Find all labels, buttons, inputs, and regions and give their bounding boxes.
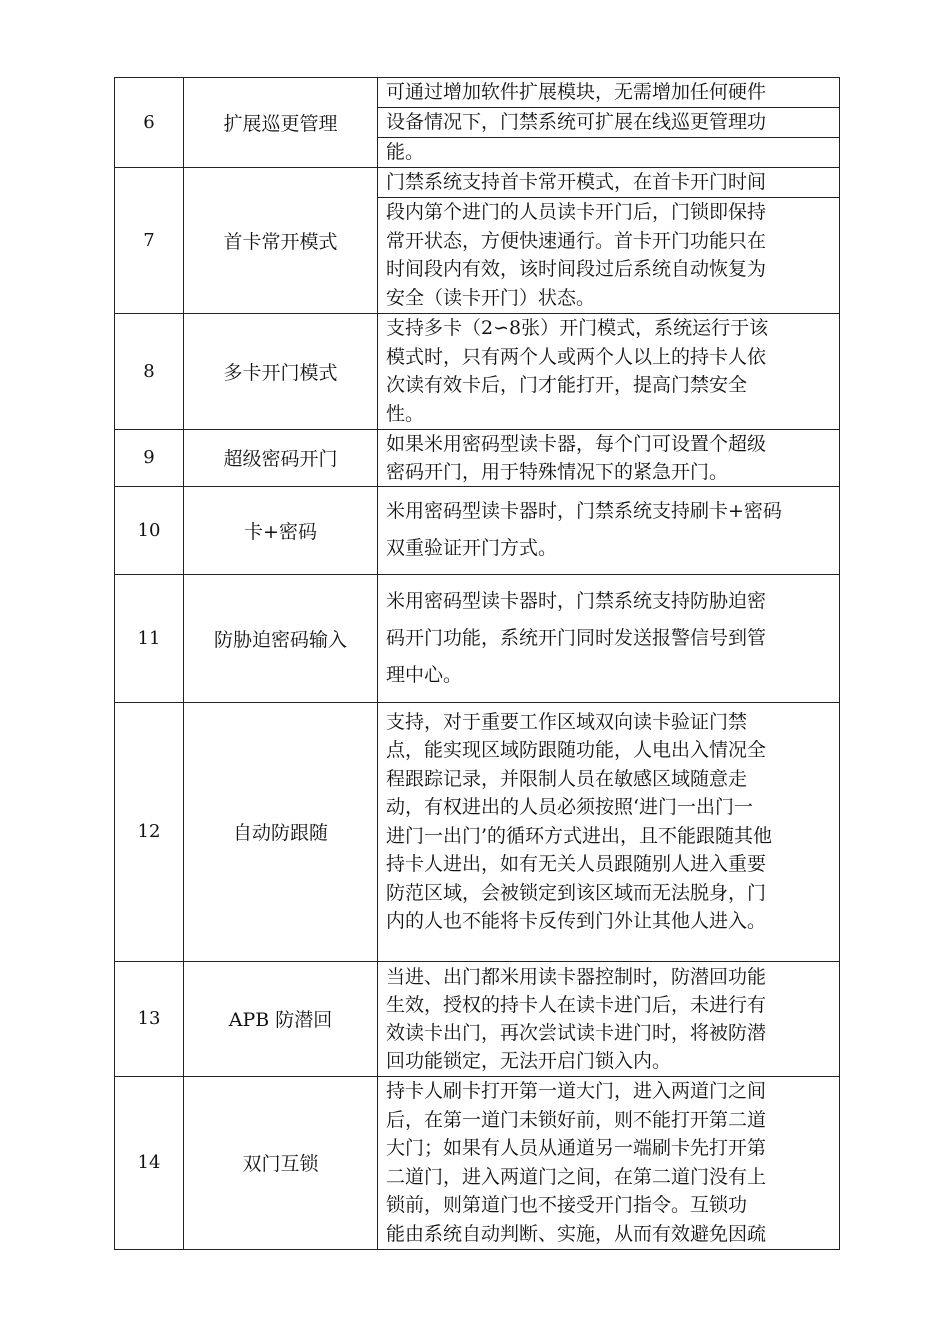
row-number: 13 [115,961,184,1076]
feature-name: 扩展巡更管理 [184,78,378,168]
description-line: 可通过增加软件扩展模块，无需增加任何硬件 [378,78,839,108]
description-line: 后，在第一道门未锁好前，则不能打开第二道 [386,1108,767,1131]
feature-description [378,961,840,1076]
feature-name: APB 防潜回 [184,961,378,1076]
description-line: 持卡人刷卡打开第一道大门，进入两道门之间 [386,1080,767,1103]
description-line: 段内第个进门的人员读卡开门后，门锁即保持 [386,200,767,223]
feature-name: 自动防跟随 [184,702,378,961]
description-line: 米用密码型读卡器时，门禁系统支持刷卡+密码 [386,500,782,523]
row-number: 6 [115,78,184,168]
feature-description [378,702,840,961]
table-row [115,78,840,168]
feature-name: 首卡常开模式 [184,168,378,314]
feature-description [378,313,840,429]
feature-name: 双门互锁 [184,1076,378,1249]
table-row [115,574,840,702]
row-number: 9 [115,429,184,486]
description-line: 支持，对于重要工作区域双向读卡验证门禁 [386,710,748,733]
description-line: 二道门，进入两道门之间，在第二道门没有上 [386,1165,767,1188]
description-line: 双重验证开门方式。 [386,537,558,560]
description-line: 大门；如果有人员从通道另一端刷卡先打开第 [386,1137,767,1160]
description-line: 密码开门，用于特殊情况下的紧急开门。 [386,460,729,483]
table-row [115,702,840,961]
description-line: 支持多卡（2∽8张）开门模式，系统运行于该 [386,317,769,340]
description-line: 次读有效卡后，门才能打开，提高门禁安全 [386,374,748,397]
table-row [115,168,840,314]
feature-description [378,168,840,314]
description-line: 模式时，只有两个人或两个人以上的持卡人依 [386,345,767,368]
row-number: 14 [115,1076,184,1249]
description-line: 回功能锁定，无法开启门锁入内。 [386,1049,672,1072]
table-row [115,1076,840,1249]
feature-name: 卡+密码 [184,486,378,574]
description-line: 门禁系统支持首卡常开模式，在首卡开门时间 [378,168,839,198]
description-line: 米用密码型读卡器时，门禁系统支持防胁迫密 [386,589,767,612]
feature-name: 超级密码开门 [184,429,378,486]
description-line: 如果米用密码型读卡器，每个门可设置个超级 [386,432,767,455]
description-line: 性。 [386,402,425,425]
description-line: 能。 [386,141,425,163]
description-line: 锁前，则第道门也不接受开门指令。互锁功 [386,1194,748,1217]
description-line: 安全（读卡开门）状态。 [386,287,596,310]
description-line: 持卡人进出，如有无关人员跟随别人进入重要 [386,853,767,876]
feature-description [378,574,840,702]
table-row [115,429,840,486]
description-line: 进门一出门’的循环方式进出，且不能跟随其他 [386,824,773,847]
description-line: 点，能实现区域防跟随功能，人电出入情况全 [386,739,767,762]
description-line: 能由系统自动判断、实施，从而有效避免因疏 [386,1222,767,1245]
description-line: 设备情况下，门禁系统可扩展在线巡更管理功 [378,108,839,138]
feature-name: 多卡开门模式 [184,313,378,429]
description-line: 动，有权进出的人员必须按照‘进门一出门一 [386,796,754,819]
row-number: 12 [115,702,184,961]
table-row [115,486,840,574]
row-number: 10 [115,486,184,574]
feature-name: 防胁迫密码输入 [184,574,378,702]
feature-description [378,1076,840,1249]
feature-description [378,486,840,574]
feature-description [378,429,840,486]
description-line: 常开状态，方便快速通行。首卡开门功能只在 [386,229,767,252]
description-line: 程跟踪记录，并限制人员在敏感区域随意走 [386,767,748,790]
description-line: 当进、出门都米用读卡器控制时，防潜回功能 [386,965,767,988]
row-number: 7 [115,168,184,314]
feature-description [378,78,840,168]
description-line: 效读卡出门，再次尝试读卡进门时，将被防潜 [386,1021,767,1044]
row-number: 11 [115,574,184,702]
feature-table [114,77,840,1250]
table-row [115,313,840,429]
description-line: 时间段内有效，该时间段过后系统自动恢复为 [386,258,767,281]
row-number: 8 [115,313,184,429]
description-line: 内的人也不能将卡反传到门外让其他人进入。 [386,910,767,933]
description-line: 生效，授权的持卡人在读卡进门后，未进行有 [386,993,767,1016]
description-line: 防范区域，会被锁定到该区域而无法脱身，门 [386,881,767,904]
table-row [115,961,840,1076]
description-line: 理中心。 [386,663,463,686]
description-line: 码开门功能，系统开门同时发送报警信号到管 [386,626,767,649]
